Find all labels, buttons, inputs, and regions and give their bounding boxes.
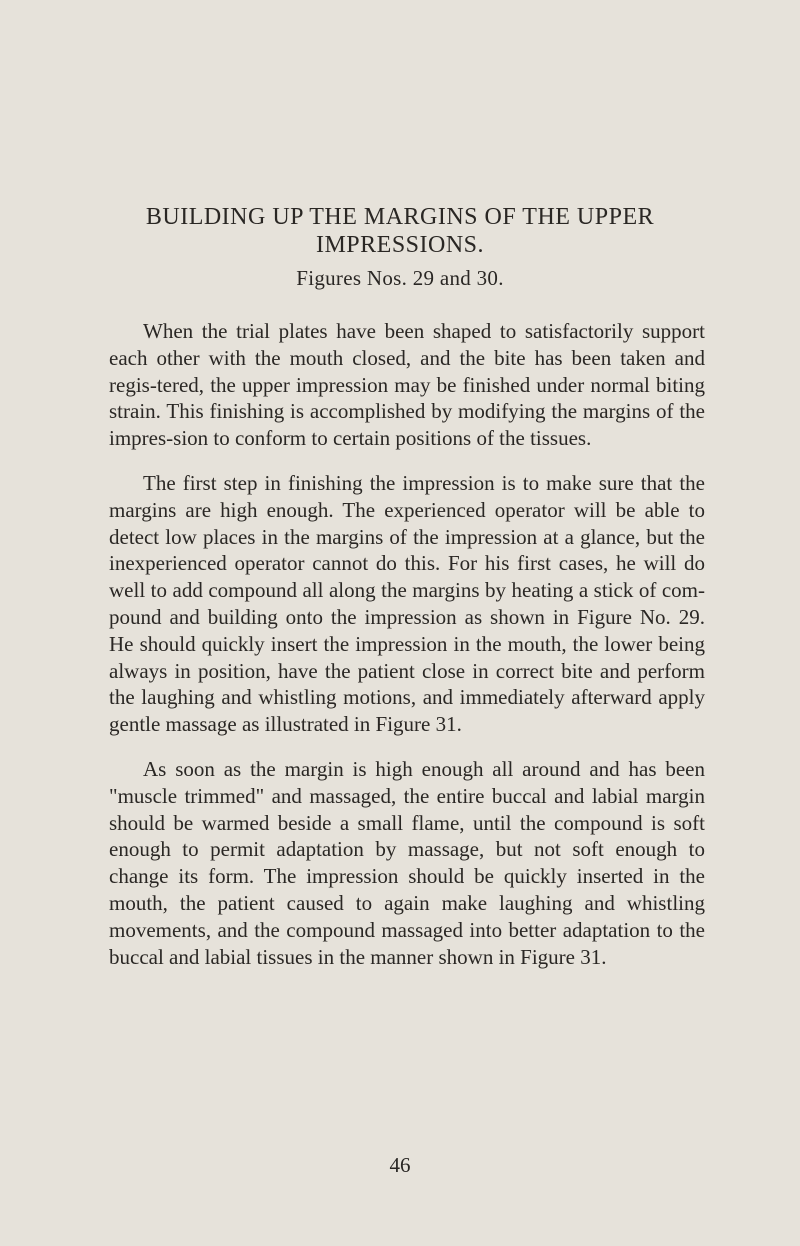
page-title-line-1: BUILDING UP THE MARGINS OF THE UPPER [145,204,655,230]
page-number: 46 [389,1153,411,1177]
page-title-line-2: IMPRESSIONS. [315,232,485,258]
paragraph-1: When the trial plates have been shaped to satisfactorily support each other with the mouth closed, and the bite has been taken and regis-tered, the upper impression may be finished under normal biting strain. This finishing is accomplished by modifying the margins of the impres-sion to conform to certain positions of the tissues. [109,319,705,451]
paragraph-3: As soon as the margin is high enough all around and has been "muscle trimmed" and massaged, the entire buccal and labial margin should be warmed beside a small flame, until the compound is soft enough to permit adaptation by massage, but not soft enough to change its form. The impression should be quickly inserted in the mouth, the patient caused to again make laughing and whistling movements, and the compound massaged into better adaptation to the buccal and labial tissues in the manner shown in Figure 31. [109,756,705,969]
paragraph-2: The first step in finishing the impression is to make sure that the margins are high enough. The experienced operator will be able to detect low places in the margins of the impression at a glance, but the inexperienced operator cannot do this. For his first cases, he will do well to add compound all along the margins by heating a stick of com-pound and building onto the impression as shown in Figure No. 29. He should quickly insert the impression in the mouth, the lower being always in position, have the patient close in correct bite and perform the laughing and whistling motions, and immediately afterward apply gentle massage as illustrated in Figure 31. [109,470,705,737]
figure-reference-subtitle: Figures Nos. 29 and 30. [296,266,504,290]
body-text [109,318,705,988]
